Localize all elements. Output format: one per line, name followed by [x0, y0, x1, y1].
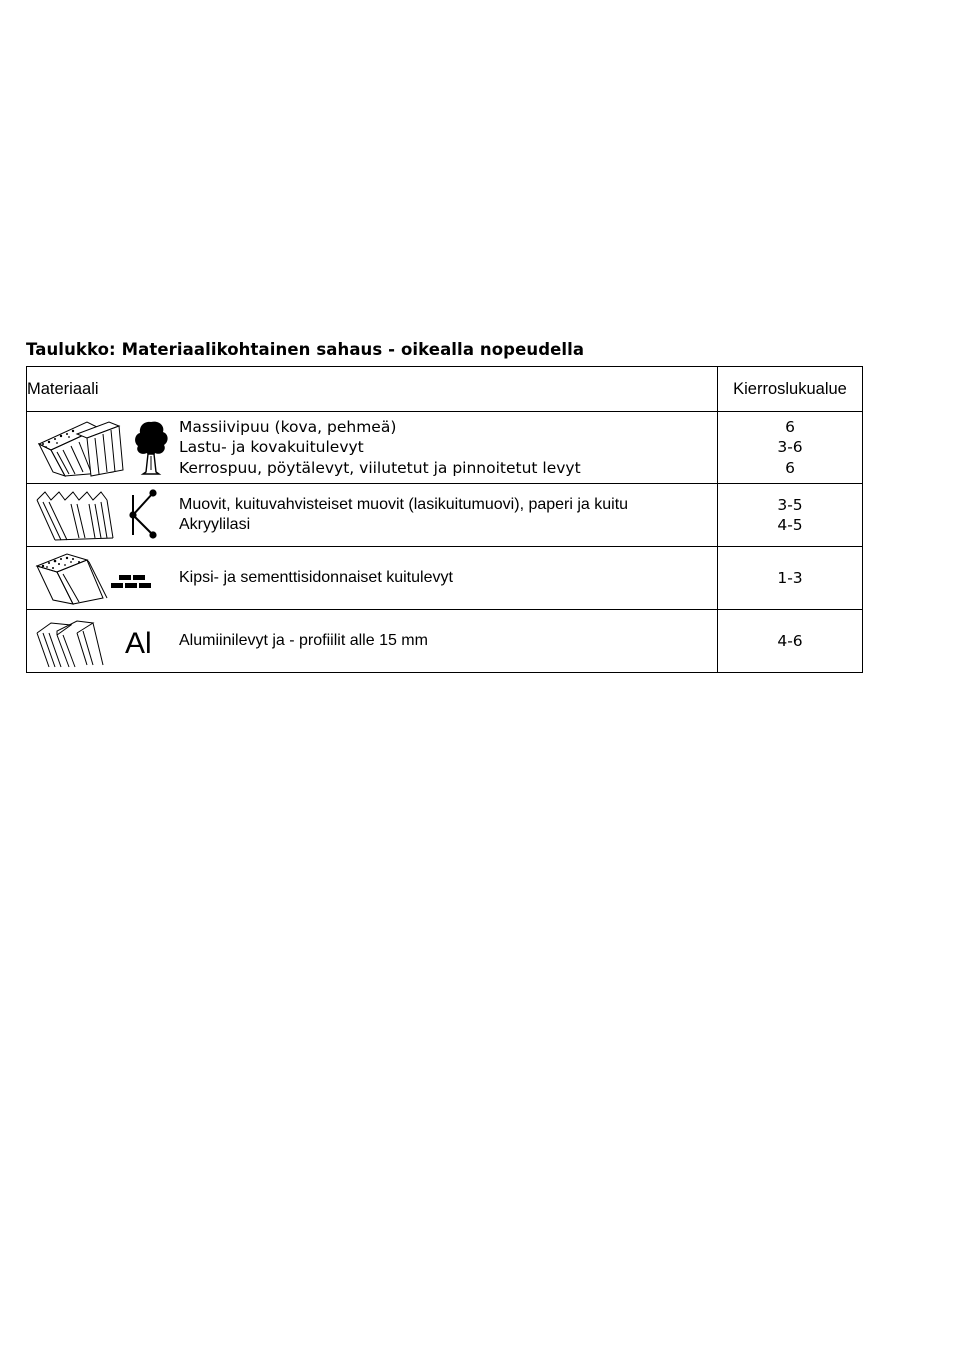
speed-cell: [718, 610, 863, 673]
aluminium-profile-icon: [27, 613, 127, 669]
material-icons: [27, 613, 179, 669]
material-line: Muovit, kuituvahvisteiset muovit (lasikuitumuovi), paperi ja kuitu: [179, 495, 629, 513]
speed-cell: [718, 484, 863, 547]
aluminium-symbol: Al: [125, 627, 152, 660]
speed-value: 3-5: [777, 495, 803, 514]
material-line: Kerrospuu, pöytälevyt, viilutetut ja pinnoitetut levyt: [179, 458, 581, 477]
speed-value: 3-6: [777, 438, 803, 457]
table-row: [27, 484, 863, 547]
table-caption: Taulukko: Materiaalikohtainen sahaus - oikealla nopeudella: [26, 340, 585, 359]
speed-value: 4-5: [777, 516, 803, 534]
material-line: Lastu- ja kovakuitulevyt: [179, 438, 364, 457]
material-text: [179, 495, 628, 536]
tree-icon: [131, 418, 171, 478]
table-row: [27, 412, 863, 484]
speed-value: 1-3: [777, 568, 803, 587]
speed-value: 4-6: [777, 631, 803, 650]
material-line: Alumiinilevyt ja - profiilit alle 15 mm: [179, 631, 428, 649]
speed-value: 6: [785, 417, 795, 436]
table-row: [27, 610, 863, 673]
material-icons: [27, 414, 179, 482]
corrugated-sheet-icon: [27, 486, 127, 544]
header-material: Materiaali: [27, 367, 718, 412]
speed-cell: [718, 547, 863, 610]
material-cell: [27, 547, 718, 610]
material-line: Massiivipuu (kova, pehmeä): [179, 417, 397, 436]
material-table: [26, 366, 863, 673]
table-row: [27, 547, 863, 610]
molecule-k-icon: [121, 487, 161, 543]
table-header-row: [27, 367, 863, 412]
material-icons: [27, 486, 179, 544]
material-text: [179, 631, 428, 652]
material-text: [179, 417, 581, 479]
speed-value: 6: [785, 458, 795, 477]
header-speed-range: Kierroslukualue: [718, 367, 863, 412]
material-text: [179, 568, 453, 589]
material-cell: [27, 610, 718, 673]
material-cell: [27, 484, 718, 547]
material-cell: [27, 412, 718, 484]
material-line: Kipsi- ja sementtisidonnaiset kuitulevyt: [179, 568, 453, 586]
bricks-icon: [109, 571, 155, 595]
speed-cell: [718, 412, 863, 484]
material-line: Akryylilasi: [179, 516, 251, 533]
material-icons: [27, 550, 179, 606]
